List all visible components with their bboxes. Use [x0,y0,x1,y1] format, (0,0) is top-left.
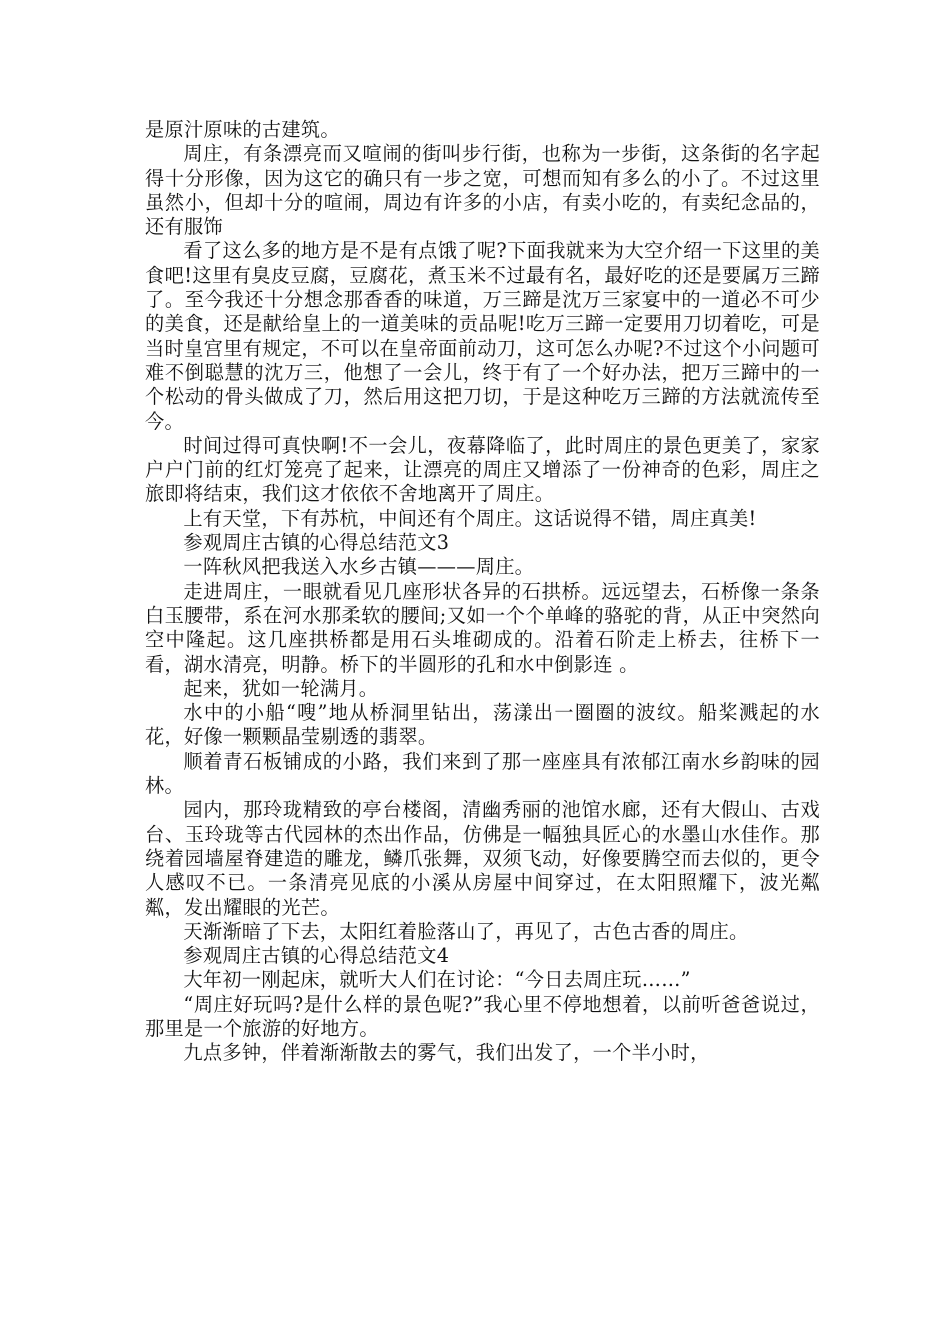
paragraph-departure: 九点多钟，伴着渐渐散去的雾气，我们出发了，一个半小时， [183,1041,710,1065]
paragraph-autumn-wind: 一阵秋风把我送入水乡古镇———周庄。 [183,555,535,579]
paragraph-path: 顺着青石板铺成的小路，我们来到了那一座座具有浓郁江南水乡韵味的园林。 [145,749,820,798]
paragraph-garden: 园内，那玲珑精致的亭台楼阁，清幽秀丽的池馆水廊，还有大假山、古戏台、玉玲珑等古代园林的杰出作品，仿佛是一幅独具匠心的水墨山水佳作。那绕着园墙屋脊建造的雕龙，鳞爪张舞，双须飞动，好像要腾空而去似的，更令人感叹不已。一条清亮见底的小溪从房屋中间穿过，在太阳照耀下，波光粼粼，发出耀眼的光芒。 [145,798,820,919]
paragraph-sunset: 天渐渐暗了下去，太阳红着脸落山了，再见了，古色古香的周庄。 [183,919,749,943]
section-heading-4: 参观周庄古镇的心得总结范文4 [183,944,450,968]
paragraph-closing: 上有天堂，下有苏杭，中间还有个周庄。这话说得不错，周庄真美! [183,506,757,530]
section-heading-3: 参观周庄古镇的心得总结范文3 [183,531,450,555]
paragraph-question: “周庄好玩吗?是什么样的景色呢?”我心里不停地想着，以前听爸爸说过，那里是一个旅游的好地方。 [145,992,820,1040]
paragraph-full-moon: 起来，犹如一轮满月。 [183,676,379,700]
paragraph-boat: 水中的小船“嗖”地从桥洞里钻出，荡漾出一圈圈的波纹。船桨溅起的水花，好像一颗颗晶莹剔透的翡翠。 [145,701,820,749]
paragraph-night: 时间过得可真快啊!不一会儿，夜幕降临了，此时周庄的景色更美了，家家户户门前的红灯笼亮了起来，让漂亮的周庄又增添了一份神奇的色彩，周庄之旅即将结束，我们这才依依不舍地离开了周庄。 [145,433,820,506]
document-body [145,118,820,1066]
paragraph-new-year: 大年初一刚起床，就听大人们在讨论：“今日去周庄玩……” [183,968,691,992]
paragraph-continuation: 是原汁原味的古建筑。 [145,118,340,141]
paragraph-food: 看了这么多的地方是不是有点饿了呢?下面我就来为大空介绍一下这里的美食吧!这里有臭皮豆腐，豆腐花，煮玉米不过最有名，最好吃的还是要属万三蹄了。至今我还十分想念那香香的味道，万三蹄是沈万三家宴中的一道必不可少的美食，还是献给皇上的一道美味的贡品呢!吃万三蹄一定要用刀切着吃，可是当时皇宫里有规定，不可以在皇帝面前动刀，这可怎么办呢?不过这个小问题可难不倒聪慧的沈万三，他想了一会儿，终于有了一个好办法，把万三蹄中的一个松动的骨头做成了刀，然后用这把刀切，于是这种吃万三蹄的方法就流传至今。 [145,239,820,433]
paragraph-walking-street: 周庄，有条漂亮而又喧闹的街叫步行街，也称为一步街，这条街的名字起得十分形像，因为这它的确只有一步之宽，可想而知有多么的小了。不过这里虽然小，但却十分的喧闹，周边有许多的小店，有卖小吃的，有卖纪念品的，还有服饰 [145,142,820,239]
paragraph-bridges: 走进周庄，一眼就看见几座形状各异的石拱桥。远远望去，石桥像一条条白玉腰带，系在河水那柔软的腰间;又如一个个单峰的骆驼的背，从正中突然向空中隆起。这几座拱桥都是用石头堆砌成的。沿着石阶走上桥去，往桥下一看，湖水清亮，明静。桥下的半圆形的孔和水中倒影连 。 [145,579,820,676]
